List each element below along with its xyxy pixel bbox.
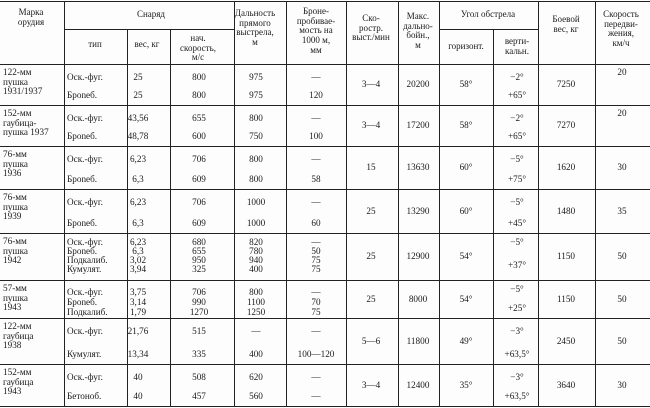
speed: 50 [617,251,627,261]
speed: 20 [617,67,627,77]
shell-type: Подкалиб. [67,307,108,317]
header-traverse-group: Угол обстрела [460,9,516,19]
combat-weight: 2450 [556,336,576,346]
penetration: 75 [311,264,321,274]
shell-velocity: 800 [192,90,206,100]
horizontal-angle: 60° [459,206,473,216]
max-range: 20200 [406,79,430,89]
shell-weight: 40 [133,372,143,382]
penetration: — [311,287,321,297]
shell-type: Оск.-фуг. [67,197,103,207]
shell-velocity: 609 [192,174,206,184]
gun-name: 76-мм пушка 1936 [3,149,28,179]
vertical-angle-min: −3° [510,326,524,336]
gun-name: 152-мм гаубица- пушка 1937 [3,108,49,138]
shell-type: Кумулят. [67,349,102,359]
shell-velocity: 680 [192,237,206,247]
penetration: — [311,391,321,401]
shell-type: Оск.-фуг. [67,113,103,123]
vertical-angle-max: +75° [507,174,527,184]
combat-weight: 1480 [556,206,576,216]
shell-type: Подкалиб. [67,255,108,265]
penetration: 75 [311,255,321,265]
header-shell-type: тип [88,39,102,49]
direct-range: 1000 [246,197,266,207]
shell-type: Броneб. [67,90,98,100]
shell-weight: 3,94 [129,264,147,274]
shell-type: Оск.-фуг. [67,72,103,82]
gun-name: 122-мм гаубица 1938 [3,321,34,351]
vertical-angle-min: −5° [510,197,524,207]
penetration: 58 [311,174,321,184]
max-range: 13630 [406,162,430,172]
direct-range: — [251,326,261,336]
penetration: — [311,326,321,336]
vertical-angle-min: −5° [510,154,524,164]
fire-rate: 3—4 [361,120,381,130]
shell-weight: 43,56 [127,113,149,123]
vertical-angle-max: +25° [507,302,527,313]
header-combat-weight: Боевой вес, кг [552,14,580,34]
horizontal-angle: 54° [459,294,473,304]
shell-velocity: 515 [192,326,206,336]
shell-weight: 6,3 [132,174,144,184]
shell-type: Броneб. [67,218,98,228]
shell-velocity: 508 [192,372,206,382]
direct-range: 560 [249,391,263,401]
max-range: 8000 [408,294,428,304]
header-rate: Ско- ростр. выст./мин [352,13,390,43]
vertical-angle-max: +63,5° [504,349,530,359]
shell-type: Оск.-фуг. [67,326,103,336]
gun-name: 122-мм пушка 1931/1937 [3,67,43,97]
header-range-direct: Дальность прямого выстрела, м [234,8,276,48]
shell-type: Броneб. [67,297,98,307]
header-shell-group: Снаряд [136,9,166,19]
max-range: 11800 [406,336,430,346]
direct-range: 975 [249,90,263,100]
penetration: 60 [311,218,321,228]
vertical-angle-min: −2° [510,72,524,82]
direct-range: 400 [249,349,263,359]
shell-type: Броneб. [67,246,98,256]
penetration: 75 [311,307,321,317]
gun-name: 76-мм пушка 1942 [3,236,28,266]
max-range: 12900 [406,251,430,261]
shell-velocity: 990 [192,297,206,307]
combat-weight: 1620 [556,162,576,172]
max-range: 17200 [406,120,430,130]
shell-weight: 3,75 [129,287,147,297]
horizontal-angle: 60° [459,162,473,172]
gun-name: 76-мм пушка 1939 [3,192,28,222]
fire-rate: 15 [366,162,376,172]
gun-name: 57-мм пушка 1943 [3,283,28,313]
shell-weight: 3,02 [129,255,147,265]
speed: 20 [617,108,627,118]
horizontal-angle: 49° [459,336,473,346]
shell-velocity: 655 [192,113,206,123]
shell-velocity: 457 [192,391,206,401]
shell-velocity: 325 [192,264,206,274]
header-velocity: нач. скорость, м/с [180,33,216,63]
vertical-angle-min: −3° [510,372,524,382]
horizontal-angle: 35° [459,380,473,390]
combat-weight: 3640 [556,380,576,390]
penetration: — [311,72,321,82]
shell-weight: 6,3 [132,218,144,228]
fire-rate: 3—4 [361,380,381,390]
vertical-angle-max: +65° [507,90,527,100]
shell-weight: 13,34 [127,349,149,359]
fire-rate: 25 [366,294,376,304]
gun-name: 152-мм гаубица 1943 [3,367,34,397]
vertical-angle-max: +37° [507,260,527,270]
fire-rate: 3—4 [361,79,381,89]
shell-weight: 25 [133,90,143,100]
direct-range: 800 [249,154,263,164]
penetration: — [311,113,321,123]
header-gun: Марка орудия [17,7,45,27]
penetration: 70 [311,297,321,307]
penetration: 100—120 [297,349,335,359]
header-weight: вес, кг [134,39,160,49]
direct-range: 800 [249,174,263,184]
horizontal-angle: 54° [459,251,473,261]
shell-weight: 6,23 [129,197,147,207]
combat-weight: 1150 [556,294,576,304]
speed: 35 [617,206,627,216]
shell-weight: 6,23 [129,237,147,247]
direct-range: 1000 [246,218,266,228]
header-horiz: горизонт. [448,41,484,51]
header-max-range: Макс. дально- бойн., м [403,11,433,51]
fire-rate: 25 [366,206,376,216]
shell-weight: 40 [133,391,143,401]
header-vert: верти- кальн. [504,36,530,56]
shell-velocity: 609 [192,218,206,228]
vertical-angle-min: −2° [510,113,524,123]
direct-range: 400 [249,264,263,274]
direct-range: 800 [249,287,263,297]
direct-range: 1100 [246,297,266,307]
horizontal-angle: 58° [459,79,473,89]
penetration: — [311,372,321,382]
direct-range: 780 [249,246,263,256]
shell-type: Броneб. [67,131,98,141]
shell-velocity: 600 [192,131,206,141]
horizontal-angle: 58° [459,120,473,130]
shell-type: Бетоноб. [67,391,102,401]
penetration: — [311,154,321,164]
header-speed: Скорость передви- жения, км/ч [603,9,639,49]
shell-velocity: 1270 [189,307,209,317]
penetration: 50 [311,246,321,256]
max-range: 13290 [406,206,430,216]
speed: 30 [617,162,627,172]
direct-range: 940 [249,255,263,265]
shell-weight: 21,76 [127,326,149,336]
penetration: — [311,237,321,247]
shell-velocity: 800 [192,72,206,82]
shell-weight: 3,14 [129,297,147,307]
direct-range: 1250 [246,307,266,317]
direct-range: 750 [249,131,263,141]
shell-type: Оск.-фуг. [67,372,103,382]
speed: 50 [617,294,627,304]
speed: 30 [617,380,627,390]
penetration: 100 [309,131,323,141]
shell-velocity: 706 [192,197,206,207]
shell-type: Кумулят. [67,264,102,274]
direct-range: 975 [249,72,263,82]
shell-velocity: 335 [192,349,206,359]
direct-range: 800 [249,113,263,123]
fire-rate: 5—6 [361,336,381,346]
shell-weight: 25 [133,72,143,82]
shell-velocity: 706 [192,154,206,164]
direct-range: 620 [249,372,263,382]
max-range: 12400 [406,380,430,390]
vertical-angle-max: +45° [507,218,527,228]
speed: 50 [617,336,627,346]
fire-rate: 25 [366,251,376,261]
direct-range: 820 [249,237,263,247]
penetration: 120 [309,90,323,100]
vertical-angle-max: +63,5° [504,391,530,401]
vertical-angle-max: +65° [507,131,527,141]
combat-weight: 7270 [556,120,576,130]
shell-weight: 6,23 [129,154,147,164]
vertical-angle-min: −5° [510,237,524,247]
shell-type: Оск.-фуг. [67,287,103,297]
shell-type: Броneб. [67,174,98,184]
shell-type: Оск.-фуг. [67,154,103,164]
shell-weight: 1,79 [129,307,147,317]
penetration: — [311,197,321,207]
shell-velocity: 706 [192,287,206,297]
vertical-angle-min: −5° [510,284,524,294]
shell-velocity: 655 [192,246,206,256]
combat-weight: 7250 [556,79,576,89]
shell-type: Оск.-фуг. [67,237,103,247]
combat-weight: 1150 [556,251,576,261]
shell-velocity: 950 [192,255,206,265]
header-penetration: Броне- пробивае- мость на 1000 м, мм [296,6,336,55]
shell-weight: 6,3 [132,246,144,256]
shell-weight: 48,78 [127,131,149,141]
